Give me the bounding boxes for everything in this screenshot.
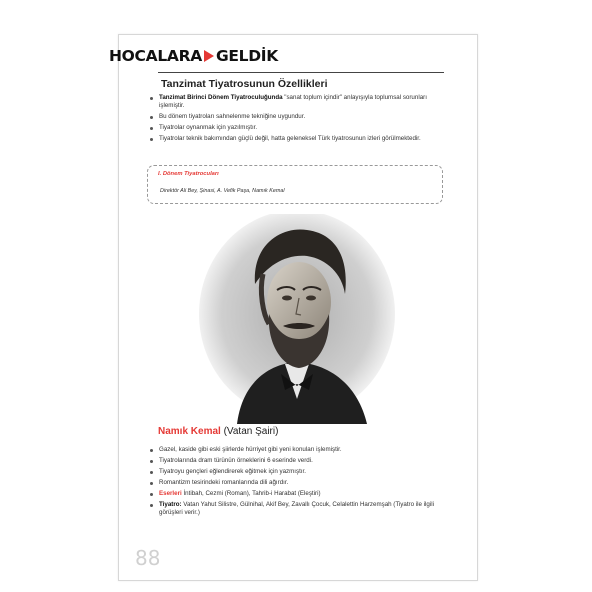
- list-item: Tiyatrolarında dram türünün örneklerini 6 eserinde verdi.: [147, 457, 447, 465]
- works-label: Eserleri: [159, 490, 182, 497]
- section-title: Tanzimat Tiyatrosunun Özellikleri: [161, 78, 328, 90]
- author-list: [147, 446, 447, 520]
- list-item: Gazel, kaside gibi eski şiirlerde hürriyet gibi yeni konuları işlemiştir.: [147, 446, 447, 454]
- list-item: Bu dönem tiyatroları sahnelenme tekniğine uygundur.: [147, 113, 447, 121]
- author-role: (Vatan Şairi): [220, 426, 279, 437]
- play-icon: [204, 50, 214, 62]
- list-item: Tiyatrolar teknik bakımından güçlü değil, hatta geleneksel Türk tiyatrosunun izleri görülmektedir.: [147, 135, 447, 143]
- brand-right: GELDİK: [215, 47, 278, 65]
- features-list: [147, 94, 447, 146]
- plays-label: Tiyatro:: [159, 501, 182, 508]
- brand-left: HOCALARA: [109, 47, 202, 65]
- list-item: Eserleri İntibah, Cezmi (Roman), Tahrib-i Harabat (Eleştiri): [147, 490, 447, 498]
- list-item: Tanzimat Birinci Dönem Tiyatroculuğunda "sanat toplum içindir" anlayışıyla toplumsal sorunları işlemiştir.: [147, 94, 447, 110]
- list-item: Tiyatroyu gençleri eğlendirerek eğitmek için yazmıştır.: [147, 468, 447, 476]
- portrait-image: [197, 214, 397, 424]
- info-box-text: Direktör Ali Bey, Şinasi, A. Vefik Paşa, Namık Kemal: [160, 188, 285, 194]
- header-rule: [158, 72, 444, 73]
- brand-logo: [109, 45, 278, 67]
- info-box-title: I. Dönem Tiyatrocuları: [158, 171, 219, 177]
- page-number: 88: [135, 546, 161, 570]
- author-title: [158, 426, 278, 437]
- list-item: Tiyatro: Vatan Yahut Silistre, Gülnihal, Akif Bey, Zavallı Çocuk, Celalettin Harzemşah (Tiyatro ile ilgili görüşleri verir.): [147, 501, 447, 517]
- list-item: Tiyatrolar oynanmak için yazılmıştır.: [147, 124, 447, 132]
- author-name: Namık Kemal: [158, 426, 221, 437]
- info-box: [147, 165, 443, 204]
- list-item: Romantizm tesirindeki romanlarında dili ağırdır.: [147, 479, 447, 487]
